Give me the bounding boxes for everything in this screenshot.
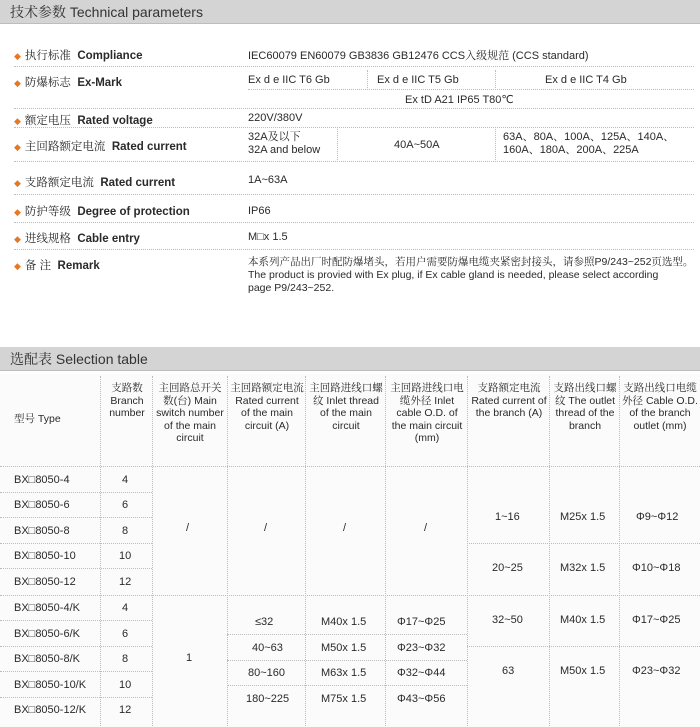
type-cell: BX□8050-6 (14, 499, 70, 511)
exmark-t4: Ex d e IIC T4 Gb (545, 74, 627, 86)
divider (14, 194, 694, 195)
main-current-low-cn: 32A及以下 (248, 131, 301, 143)
diamond-icon: ◆ (14, 261, 21, 271)
branch-thread: M32x 1.5 (560, 562, 606, 574)
row-divider (467, 646, 700, 647)
g2-od: Φ43~Φ56 (397, 693, 446, 705)
header-branch-current: 支路额定电流 Rated current of the branch (A) (471, 382, 547, 419)
remark-line-en2: page P9/243~252. (248, 282, 335, 294)
diamond-icon: ◆ (14, 51, 21, 61)
g1-rated: / (264, 522, 268, 534)
voltage-value: 220V/380V (248, 112, 303, 124)
g1-od: / (424, 522, 428, 534)
label-cn: 防护等级 (24, 206, 71, 218)
branch-od: Φ17~Φ25 (632, 614, 681, 626)
divider (367, 70, 368, 88)
col-divider (619, 376, 620, 726)
header-type: 型号 Type (14, 413, 61, 425)
main-current-mid: 40A~50A (394, 139, 440, 151)
branch-current: 32~50 (492, 614, 523, 626)
compliance-value: IEC60079 EN60079 GB3836 GB12476 CCS入级规范 (CCS standard) (248, 50, 589, 62)
divider (337, 129, 338, 160)
diamond-icon: ◆ (14, 78, 21, 88)
branch-current: 1~16 (495, 511, 520, 523)
diamond-icon: ◆ (14, 142, 21, 152)
header-divider (0, 466, 700, 467)
divider (14, 222, 694, 223)
label-cn: 执行标准 (24, 50, 71, 62)
branch-current: 20~25 (492, 562, 523, 574)
branch-cell: 12 (119, 576, 132, 588)
g2-switch: 1 (186, 652, 193, 664)
g2-od: Φ32~Φ44 (397, 667, 446, 679)
g2-od: Φ23~Φ32 (397, 642, 446, 654)
tech-row-exmark (14, 74, 122, 90)
label-cn: 备 注 (24, 260, 52, 272)
tech-section-header (0, 0, 700, 24)
row-divider (467, 543, 700, 544)
header-switch: 主回路总开关数(台) Main switch number of the main circuit (156, 382, 224, 444)
col-divider (385, 376, 386, 726)
tech-row-compliance (14, 47, 143, 63)
branch-current: 63 (502, 665, 515, 677)
branch-thread: M50x 1.5 (560, 665, 606, 677)
g2-rated: ≤32 (255, 616, 274, 628)
divider (14, 161, 694, 162)
selection-section-title: 选配表 Selection table (10, 351, 148, 367)
branch-cell: 12 (119, 704, 132, 716)
g2-rated: 40~63 (252, 642, 283, 654)
branch-thread: M25x 1.5 (560, 511, 606, 523)
col-divider (152, 376, 153, 726)
header-od: 主回路进线口电缆外径 Inlet cable O.D. of the main circuit (mm) (390, 382, 464, 444)
exmark-t6: Ex d e IIC T6 Gb (248, 74, 330, 86)
col-divider (100, 376, 101, 726)
type-cell: BX□8050-8/K (14, 653, 80, 665)
tech-row-branch-current (14, 174, 175, 190)
branch-current-value: 1A~63A (248, 174, 288, 186)
g2-thread: M75x 1.5 (321, 693, 367, 705)
divider (14, 249, 694, 250)
branch-cell: 6 (122, 628, 129, 640)
diamond-icon: ◆ (14, 178, 21, 188)
g2-thread: M63x 1.5 (321, 667, 367, 679)
tech-row-voltage (14, 112, 153, 128)
tech-row-protection (14, 203, 190, 219)
row-divider (227, 660, 467, 661)
branch-cell: 8 (122, 525, 129, 537)
g1-thread: / (343, 522, 347, 534)
g2-od: Φ17~Φ25 (397, 616, 446, 628)
row-divider (0, 620, 152, 621)
type-cell: BX□8050-10/K (14, 679, 87, 691)
label-en: Degree of protection (77, 206, 190, 218)
type-cell: BX□8050-12/K (14, 704, 87, 716)
divider (14, 108, 694, 109)
type-cell: BX□8050-8 (14, 525, 70, 537)
type-cell: BX□8050-4 (14, 474, 70, 486)
tech-section-title: 技术参数 Technical parameters (10, 4, 203, 20)
divider (495, 129, 496, 160)
row-divider (0, 517, 152, 518)
label-en: Rated voltage (77, 115, 153, 127)
g1-switch: / (186, 522, 190, 534)
diamond-icon: ◆ (14, 234, 21, 244)
label-cn: 防爆标志 (24, 77, 71, 89)
tech-row-remark (14, 257, 100, 273)
header-outlet-thread: 支路出线口螺纹 The outlet thread of the branch (553, 382, 617, 432)
main-current-low-en: 32A and below (248, 144, 321, 156)
branch-cell: 4 (122, 602, 129, 614)
diamond-icon: ◆ (14, 207, 21, 217)
row-divider (0, 568, 152, 569)
label-cn: 支路额定电流 (24, 177, 94, 189)
remark-value (248, 256, 693, 295)
branch-cell: 4 (122, 474, 129, 486)
row-divider (227, 685, 467, 686)
tech-row-cable-entry (14, 230, 140, 246)
branch-cell: 10 (119, 550, 132, 562)
cable-entry-value: M□x 1.5 (248, 231, 288, 243)
divider (14, 127, 694, 128)
branch-od: Φ23~Φ32 (632, 665, 681, 677)
col-divider (227, 376, 228, 726)
type-cell: BX□8050-12 (14, 576, 76, 588)
header-outlet-od: 支路出线口电缆外径 Cable O.D. of the branch outlet (mm) (622, 382, 698, 432)
divider (248, 89, 694, 90)
divider (495, 70, 496, 88)
label-en: Rated current (111, 141, 187, 153)
type-cell: BX□8050-4/K (14, 602, 80, 614)
branch-cell: 8 (122, 653, 129, 665)
exmark-dust: Ex tD A21 IP65 T80℃ (405, 94, 514, 106)
exmark-t5: Ex d e IIC T5 Gb (377, 74, 459, 86)
main-current-high-2: 160A、180A、200A、225A (503, 144, 639, 156)
g2-thread: M40x 1.5 (321, 616, 367, 628)
col-divider (305, 376, 306, 726)
row-divider (0, 543, 152, 544)
label-en: Compliance (77, 50, 143, 62)
divider (14, 66, 694, 67)
group-divider (0, 595, 700, 596)
g2-thread: M50x 1.5 (321, 642, 367, 654)
row-divider (0, 671, 152, 672)
row-divider (0, 646, 152, 647)
diamond-icon: ◆ (14, 116, 21, 126)
header-rated: 主回路额定电流 Rated current of the main circuit (A) (230, 382, 304, 432)
main-current-low (248, 131, 320, 157)
row-divider (0, 492, 152, 493)
header-branch: 支路数 Branch number (109, 382, 145, 419)
tech-row-main-current (14, 138, 187, 154)
label-en: Cable entry (77, 233, 140, 245)
g2-rated: 80~160 (248, 667, 286, 679)
label-cn: 进线规格 (24, 233, 71, 245)
header-thread: 主回路进线口螺纹 Inlet thread of the main circuit (309, 382, 383, 432)
label-en: Rated current (100, 177, 176, 189)
branch-thread: M40x 1.5 (560, 614, 606, 626)
col-divider (549, 376, 550, 726)
col-divider (467, 376, 468, 726)
branch-cell: 6 (122, 499, 129, 511)
label-cn: 额定电压 (24, 115, 71, 127)
row-divider (0, 697, 152, 698)
branch-cell: 10 (119, 679, 132, 691)
row-divider (227, 634, 467, 635)
main-current-high (503, 131, 674, 157)
remark-line-en1: The product is provied with Ex plug, if Ex cable gland is needed, please select according (248, 269, 659, 281)
g2-rated: 180~225 (246, 693, 290, 705)
branch-od: Φ10~Φ18 (632, 562, 681, 574)
type-cell: BX□8050-6/K (14, 628, 80, 640)
protection-value: IP66 (248, 205, 271, 217)
label-cn: 主回路额定电流 (24, 141, 106, 153)
branch-od: Φ9~Φ12 (636, 511, 679, 523)
remark-line-cn: 本系列产品出厂时配防爆堵头，若用户需要防爆电缆夹紧密封接头，请参照P9/243~252页选型。 (248, 256, 694, 268)
type-cell: BX□8050-10 (14, 550, 76, 562)
label-en: Ex-Mark (77, 77, 123, 89)
selection-section-header (0, 347, 700, 371)
label-en: Remark (57, 260, 100, 272)
main-current-high-1: 63A、80A、100A、125A、140A、 (503, 131, 675, 143)
